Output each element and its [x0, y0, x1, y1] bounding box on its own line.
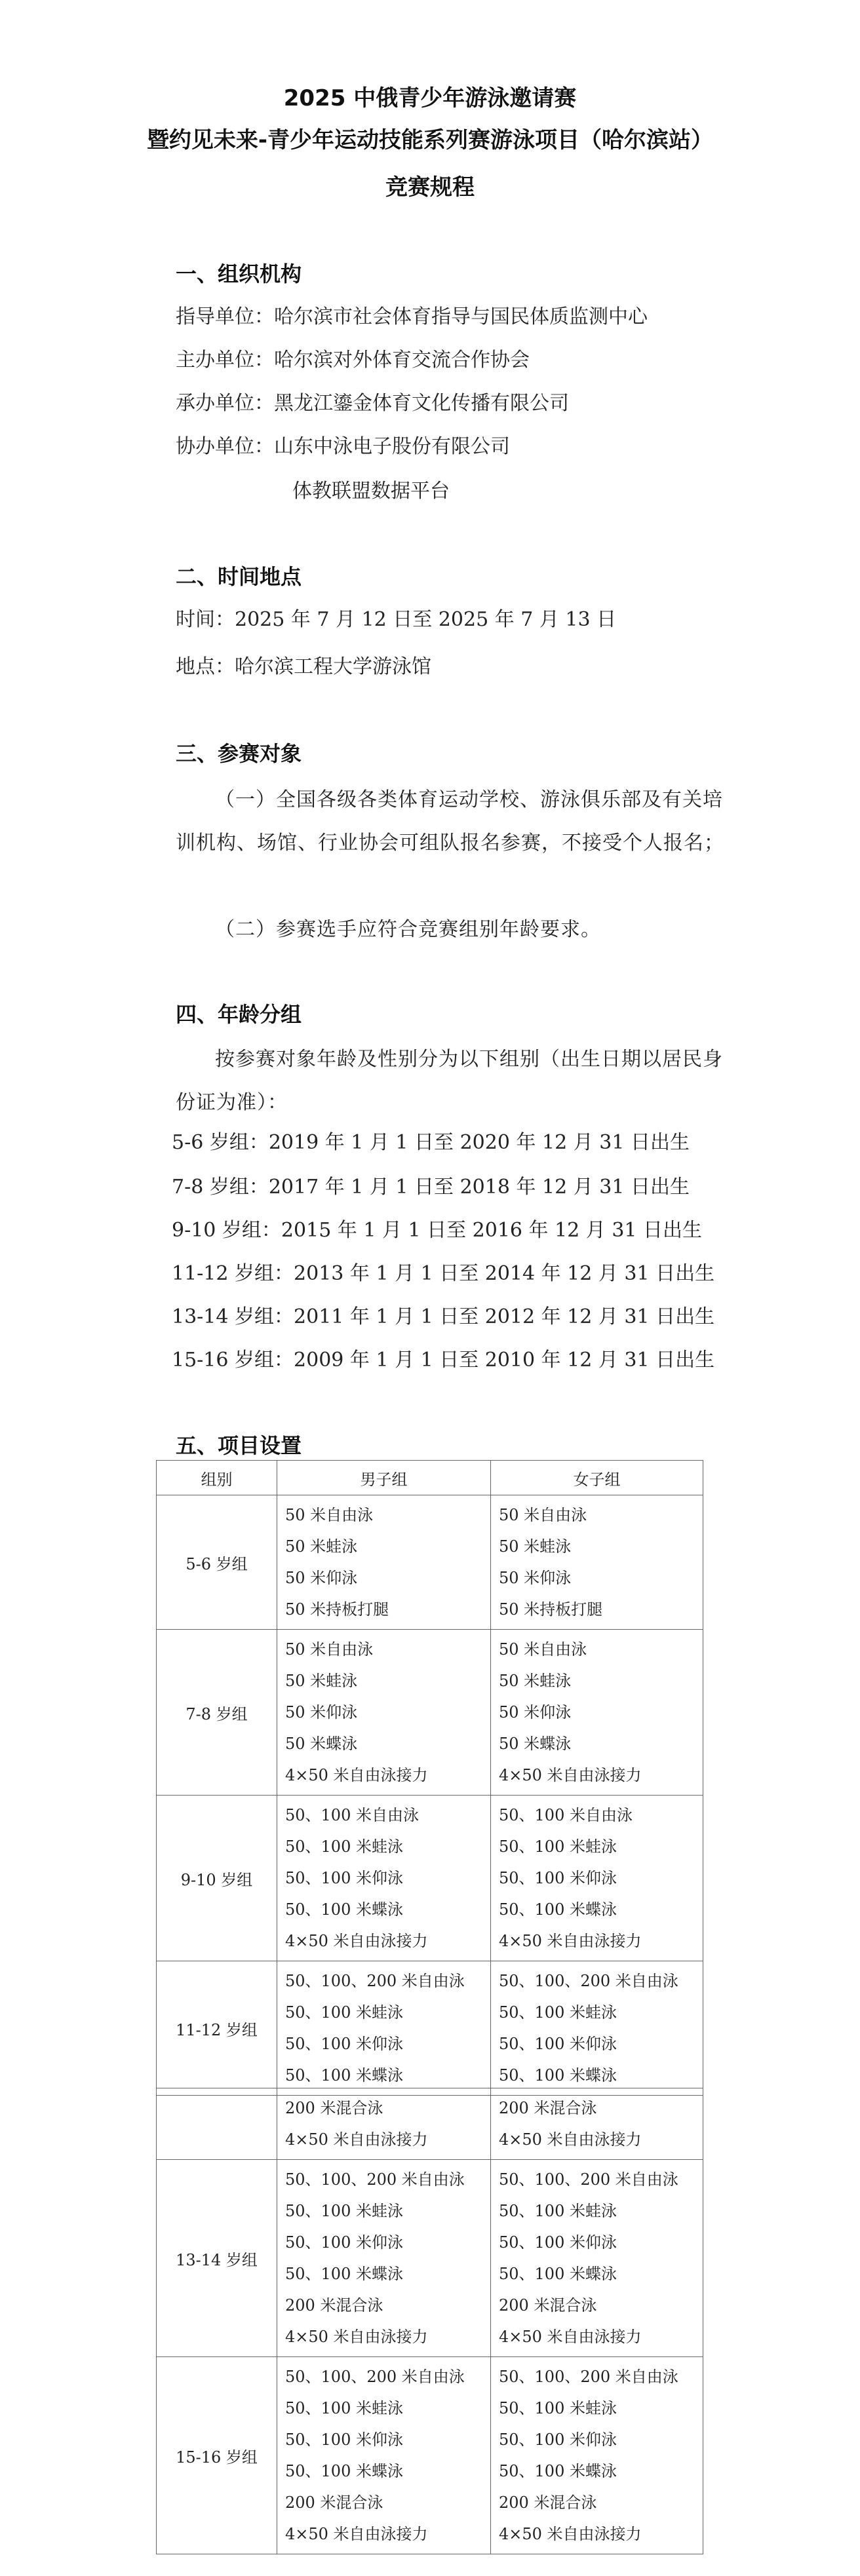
section-heading-events: 五、项目设置: [176, 1433, 302, 1458]
event-place: 地点：哈尔滨工程大学游泳馆: [176, 655, 431, 678]
event-item: 4×50 米自由泳接力: [499, 1932, 642, 1950]
female-events-cell: [491, 1495, 703, 1630]
table-row: [157, 1630, 703, 1796]
group-cell: [157, 2088, 277, 2160]
event-item: 50 米仰泳: [285, 1703, 358, 1721]
event-item: 50、100 米仰泳: [499, 2233, 617, 2252]
event-item: 4×50 米自由泳接力: [285, 1932, 428, 1950]
header-female: 女子组: [491, 1461, 703, 1495]
event-item: 50、100 米蛙泳: [285, 2003, 403, 2022]
event-item: 200 米混合泳: [285, 2099, 383, 2117]
event-item: 50、100、200 米自由泳: [499, 2170, 678, 2189]
male-events-cell: [277, 2160, 491, 2357]
event-item: 50、100 米仰泳: [285, 2431, 403, 2449]
event-item: 50、100 米蛙泳: [285, 2399, 403, 2417]
event-item: 50、100、200 米自由泳: [499, 2368, 678, 2386]
org-guide-unit: 指导单位：哈尔滨市社会体育指导与国民体质监测中心: [176, 305, 648, 328]
event-item: 50、100 米蝶泳: [285, 1900, 403, 1919]
section-heading-organization: 一、组织机构: [176, 261, 302, 286]
event-item: 4×50 米自由泳接力: [285, 2525, 428, 2543]
table-row: [157, 1961, 703, 2096]
female-events-cell: [491, 1796, 703, 1961]
org-host-unit: 主办单位：哈尔滨对外体育交流合作协会: [176, 349, 530, 372]
event-item: 50、100 米蝶泳: [285, 2462, 403, 2480]
events-table-part-2: [156, 2088, 703, 2554]
org-organizer-unit: 承办单位：黑龙江鎏金体育文化传播有限公司: [176, 392, 569, 415]
header-group: 组别: [157, 1461, 277, 1495]
section-heading-age-groups: 四、年龄分组: [176, 1002, 302, 1027]
event-item: 50、100 米蝶泳: [285, 2066, 403, 2085]
event-item: 50 米蝶泳: [499, 1735, 572, 1753]
age-group-7-8: 7-8 岁组：2017 年 1 月 1 日至 2018 年 12 月 31 日出生: [172, 1176, 690, 1199]
event-item: 200 米混合泳: [285, 2493, 383, 2512]
event-item: 50、100 米自由泳: [499, 1806, 633, 1824]
event-item: 50、100 米蛙泳: [285, 2202, 403, 2220]
group-cell: 13-14 岁组: [157, 2160, 277, 2357]
event-item: 50 米仰泳: [285, 1569, 358, 1587]
org-co-organizer-unit: 协办单位：山东中泳电子股份有限公司: [176, 435, 510, 458]
event-item: 50 米持板打腿: [499, 1600, 603, 1619]
event-item: 50、100 米仰泳: [285, 2035, 403, 2053]
document-title-regulations: 竞赛规程: [385, 174, 475, 201]
event-item: 4×50 米自由泳接力: [285, 1766, 428, 1784]
event-item: 50 米仰泳: [499, 1569, 572, 1587]
female-events-cell: [491, 2088, 703, 2160]
event-item: 50、100 米蝶泳: [499, 2066, 617, 2085]
event-item: 50、100 米蝶泳: [285, 2265, 403, 2283]
event-item: 50 米自由泳: [285, 1640, 374, 1659]
group-cell: 11-12 岁组: [157, 1961, 277, 2096]
participants-paragraph-1: （一）全国各级各类体育运动学校、游泳俱乐部及有关培训机构、场馆、行业协会可组队报名参赛，不接受个人报名；: [176, 788, 724, 855]
event-item: 50、100 米蛙泳: [499, 2003, 617, 2022]
document-title-line-1: 2025 中俄青少年游泳邀请赛: [283, 85, 577, 111]
event-item: 50、100 米仰泳: [499, 2431, 617, 2449]
table-row: [157, 2357, 703, 2554]
female-events-cell: [491, 2357, 703, 2554]
age-group-11-12: 11-12 岁组：2013 年 1 月 1 日至 2014 年 12 月 31 日出生: [172, 1262, 715, 1285]
group-cell: 15-16 岁组: [157, 2357, 277, 2554]
event-item: 50、100 米仰泳: [499, 1869, 617, 1887]
org-co-organizer-unit-2: 体教联盟数据平台: [292, 480, 450, 503]
event-item: 50、100、200 米自由泳: [285, 2170, 465, 2189]
male-events-cell: [277, 1961, 491, 2096]
event-item: 50 米自由泳: [285, 1506, 374, 1524]
section-heading-participants: 三、参赛对象: [176, 741, 302, 766]
age-group-5-6: 5-6 岁组：2019 年 1 月 1 日至 2020 年 12 月 31 日出生: [172, 1131, 690, 1154]
male-events-cell: [277, 2088, 491, 2160]
event-item: 50、100 米仰泳: [499, 2035, 617, 2053]
events-table-part-1: [156, 1460, 703, 2096]
female-events-cell: [491, 1961, 703, 2096]
event-item: 50 米蛙泳: [499, 1672, 572, 1690]
age-groups-intro: 按参赛对象年龄及性别分为以下组别（出生日期以居民身份证为准）：: [176, 1048, 723, 1114]
event-item: 50、100 米蛙泳: [285, 1837, 403, 1856]
event-item: 200 米混合泳: [499, 2099, 597, 2117]
event-item: 4×50 米自由泳接力: [499, 2525, 642, 2543]
table-row: [157, 1495, 703, 1630]
event-item: 200 米混合泳: [285, 2296, 383, 2315]
event-item: 50 米蝶泳: [285, 1735, 358, 1753]
group-cell: 7-8 岁组: [157, 1630, 277, 1796]
section-heading-time-place: 二、时间地点: [176, 564, 302, 589]
event-item: 4×50 米自由泳接力: [499, 2130, 642, 2149]
male-events-cell: [277, 1495, 491, 1630]
event-time: 时间：2025 年 7 月 12 日至 2025 年 7 月 13 日: [176, 608, 617, 631]
event-item: 50、100、200 米自由泳: [285, 1972, 465, 1990]
event-item: 50、100 米蛙泳: [499, 1837, 617, 1856]
event-item: 200 米混合泳: [499, 2296, 597, 2315]
event-item: 50、100 米蛙泳: [499, 2202, 617, 2220]
event-item: 50、100 米蝶泳: [499, 1900, 617, 1919]
events-table-header-row: [157, 1461, 703, 1495]
age-group-15-16: 15-16 岁组：2009 年 1 月 1 日至 2010 年 12 月 31 日出生: [172, 1349, 715, 1372]
event-item: 50 米自由泳: [499, 1506, 587, 1524]
document-title-line-2: 暨约见未来-青少年运动技能系列赛游泳项目（哈尔滨站）: [146, 127, 714, 153]
male-events-cell: [277, 2357, 491, 2554]
event-item: 4×50 米自由泳接力: [499, 2328, 642, 2346]
event-item: 50 米蛙泳: [285, 1672, 358, 1690]
event-item: 50、100 米蛙泳: [499, 2399, 617, 2417]
group-cell: 5-6 岁组: [157, 1495, 277, 1630]
female-events-cell: [491, 1630, 703, 1796]
event-item: 50 米蛙泳: [499, 1537, 572, 1556]
age-group-9-10: 9-10 岁组：2015 年 1 月 1 日至 2016 年 12 月 31 日出生: [172, 1219, 703, 1242]
event-item: 50、100、200 米自由泳: [499, 1972, 678, 1990]
table-row: [157, 2160, 703, 2357]
event-item: 200 米混合泳: [499, 2493, 597, 2512]
event-item: 4×50 米自由泳接力: [285, 2130, 428, 2149]
event-item: 4×50 米自由泳接力: [285, 2328, 428, 2346]
event-item: 50、100 米蝶泳: [499, 2265, 617, 2283]
event-item: 50 米持板打腿: [285, 1600, 389, 1619]
event-item: 50、100 米仰泳: [285, 1869, 403, 1887]
table-row: [157, 2088, 703, 2160]
header-male: 男子组: [277, 1461, 491, 1495]
male-events-cell: [277, 1630, 491, 1796]
table-row: [157, 1796, 703, 1961]
event-item: 50 米自由泳: [499, 1640, 587, 1659]
female-events-cell: [491, 2160, 703, 2357]
event-item: 50、100、200 米自由泳: [285, 2368, 465, 2386]
male-events-cell: [277, 1796, 491, 1961]
event-item: 50、100 米蝶泳: [499, 2462, 617, 2480]
event-item: 50、100 米自由泳: [285, 1806, 419, 1824]
event-item: 50、100 米仰泳: [285, 2233, 403, 2252]
age-group-13-14: 13-14 岁组：2011 年 1 月 1 日至 2012 年 12 月 31 日出生: [172, 1305, 715, 1328]
event-item: 4×50 米自由泳接力: [499, 1766, 642, 1784]
event-item: 50 米仰泳: [499, 1703, 572, 1721]
group-cell: 9-10 岁组: [157, 1796, 277, 1961]
event-item: 50 米蛙泳: [285, 1537, 358, 1556]
participants-paragraph-2: （二）参赛选手应符合竞赛组别年龄要求。: [215, 918, 601, 941]
